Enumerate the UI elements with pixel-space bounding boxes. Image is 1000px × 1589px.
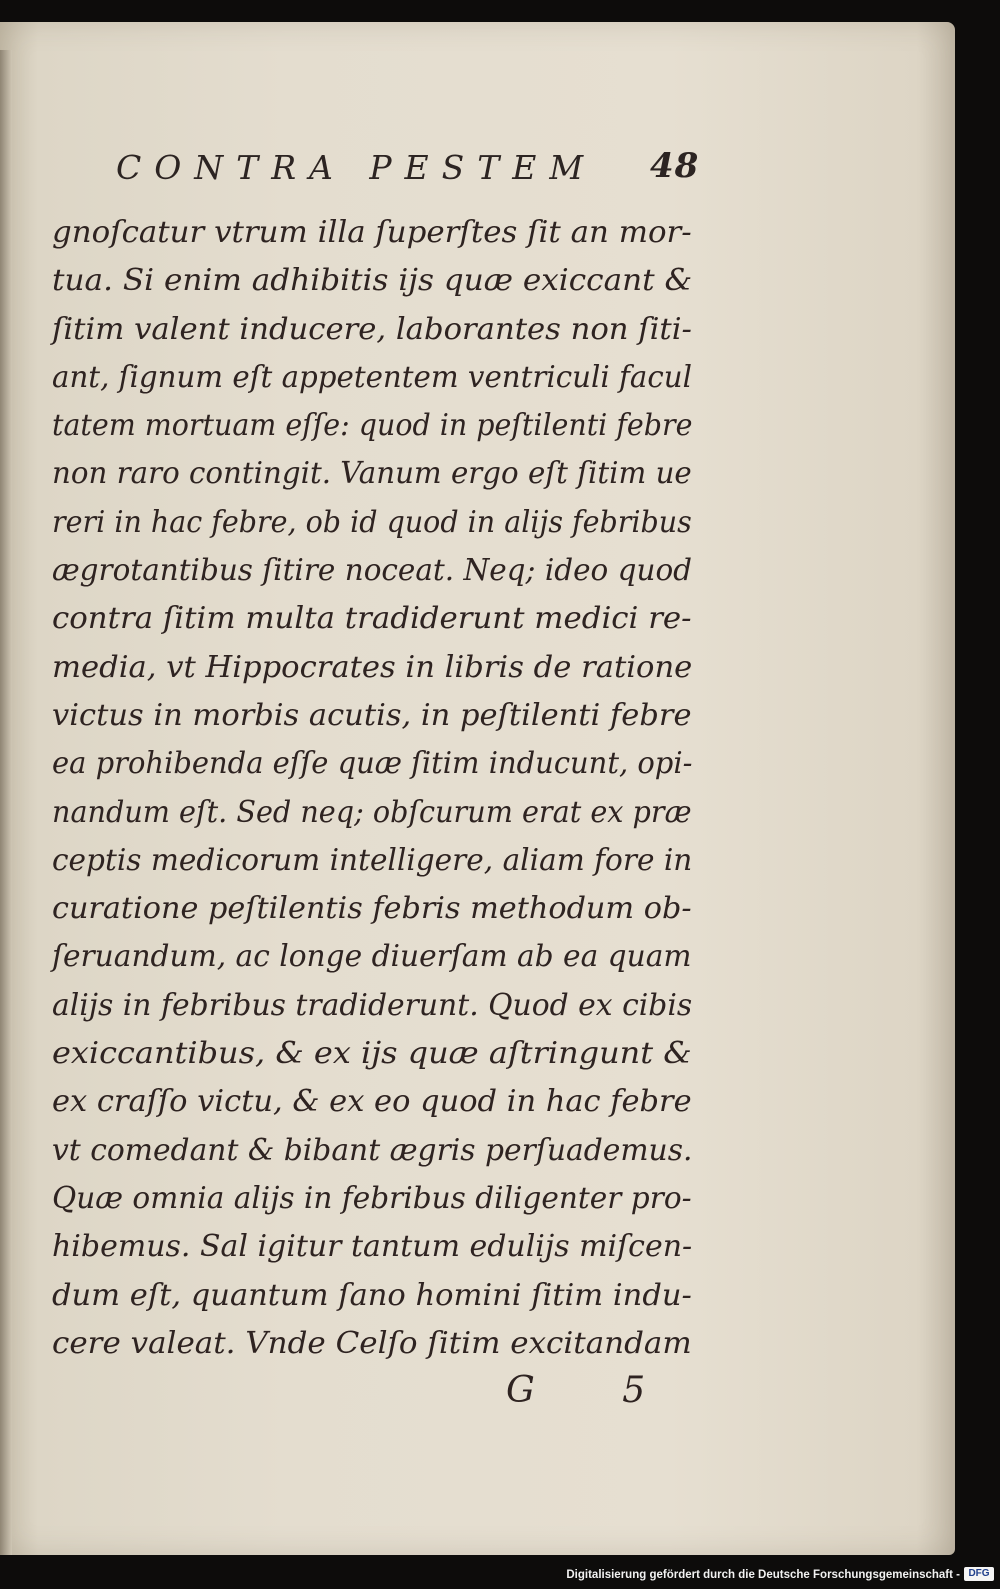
page-number: 48 [650,146,700,186]
text-line: vt comedant & bibant ægris perſuademus. [52,1132,693,1167]
body-text [52,208,712,1367]
text-line: cere valeat. Vnde Celſo ſitim excitandam [52,1325,692,1360]
text-line: victus in morbis acutis, in peſtilenti febre [52,697,692,732]
running-head [108,140,708,200]
text-line: alijs in febribus tradiderunt. Quod ex cibis [52,987,693,1022]
text-line: ex craſſo victu, & ex eo quod in hac febre [52,1084,692,1119]
text-line: Quæ omnia alijs in febribus diligenter pro- [52,1180,692,1215]
text-line: ſeruandum, ac longe diuerſam ab ea quam [52,939,692,974]
text-line: media, vt Hippocrates in libris de ratione [52,649,693,684]
text-line: nandum eſt. Sed neq; obſcurum erat ex præ [52,794,692,829]
text-line: non raro contingit. Vanum ergo eſt ſitim ue [52,456,692,491]
dfg-credit-text: Digitalisierung gefördert durch die Deutsche Forschungsgemeinschaft - [566,1569,960,1581]
running-title: CONTRA PESTEM [116,148,597,187]
dfg-logo-icon: DFG [964,1567,994,1581]
text-line: ea prohibenda eſſe quæ ſitim inducunt, opi- [52,746,693,781]
text-line: hibemus. Sal igitur tantum edulijs miſcen- [52,1229,693,1264]
text-line: ſitim valent inducere, laborantes non ſiti- [52,311,692,346]
text-line: tua. Si enim adhibitis ijs quæ exiccant & [52,263,693,298]
text-line: exiccantibus, & ex ijs quæ aſtringunt & [52,1036,692,1071]
text-line: tatem mortuam eſſe: quod in peſtilenti febre [52,408,693,443]
text-line: ceptis medicorum intelligere, aliam fore in [52,842,693,877]
text-line: ægrotantibus ſitire noceat. Neq; ideo quod [52,553,693,588]
book-page [0,22,955,1555]
text-line: contra ſitim multa tradiderunt medici re- [52,601,692,636]
text-line: ant, ſignum eſt appetentem ventriculi facul [52,359,692,394]
signature-mark: G 5 [506,1370,684,1411]
digitization-footer [0,1555,1000,1589]
text-line: gnoſcatur vtrum illa ſuperſtes ſit an mor- [52,215,692,249]
text-line: reri in hac febre, ob id quod in alijs febribus [52,504,692,539]
text-line: curatione peſtilentis febris methodum ob- [52,891,692,926]
page-gutter-edge [0,50,12,1575]
text-line: dum eſt, quantum ſano homini ſitim indu- [52,1277,692,1312]
